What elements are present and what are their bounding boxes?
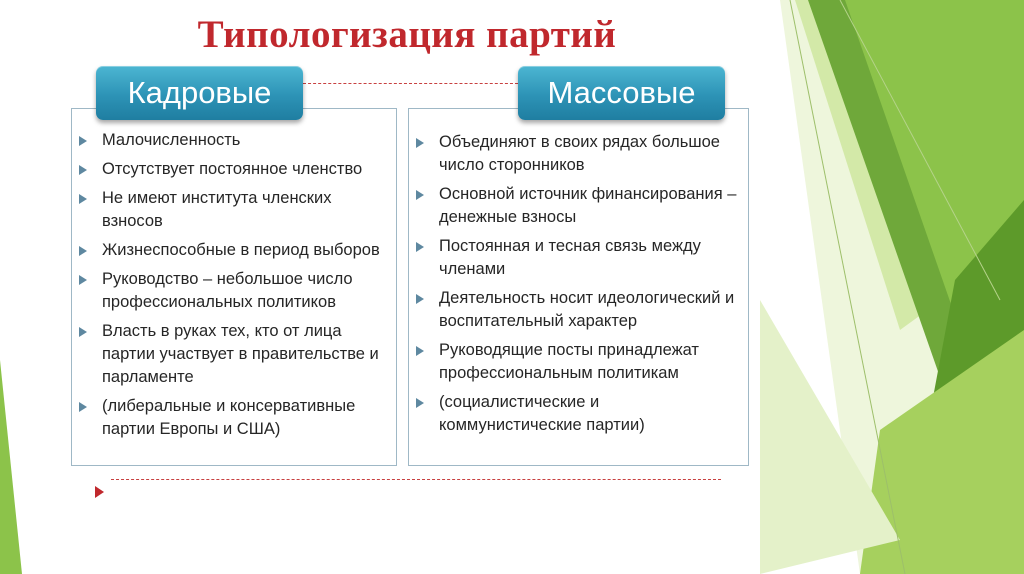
header-cadre: Кадровые bbox=[96, 66, 303, 120]
header-connector-line bbox=[303, 83, 518, 84]
list-item: Деятельность носит идеологический и воспитательный характер bbox=[410, 287, 744, 333]
list-cadre bbox=[73, 129, 391, 447]
triangle-bullet-icon bbox=[416, 346, 424, 356]
triangle-bullet-icon bbox=[416, 190, 424, 200]
triangle-bullet-icon bbox=[79, 275, 87, 285]
bottom-divider-line bbox=[111, 479, 721, 480]
header-mass: Массовые bbox=[518, 66, 725, 120]
triangle-bullet-icon bbox=[416, 138, 424, 148]
triangle-bullet-icon bbox=[416, 242, 424, 252]
triangle-bullet-icon bbox=[79, 327, 87, 337]
triangle-bullet-icon bbox=[79, 165, 87, 175]
triangle-bullet-icon bbox=[416, 294, 424, 304]
triangle-bullet-icon bbox=[79, 136, 87, 146]
list-item: Руководство – небольшое число профессиональных политиков bbox=[73, 268, 391, 314]
list-item: Не имеют института членских взносов bbox=[73, 187, 391, 233]
triangle-bullet-icon bbox=[79, 246, 87, 256]
list-item: (либеральные и консервативные партии Европы и США) bbox=[73, 395, 391, 441]
list-item: Основной источник финансирования – денежные взносы bbox=[410, 183, 744, 229]
content-panel bbox=[63, 0, 751, 512]
next-arrow-icon bbox=[95, 486, 104, 498]
triangle-bullet-icon bbox=[79, 194, 87, 204]
list-item: Руководящие посты принадлежат профессиональным политикам bbox=[410, 339, 744, 385]
column-box-cadre bbox=[71, 108, 397, 466]
list-item: Объединяют в своих рядах большое число сторонников bbox=[410, 131, 744, 177]
column-box-mass bbox=[408, 108, 749, 466]
list-item: Жизнеспособные в период выборов bbox=[73, 239, 391, 262]
list-item: Постоянная и тесная связь между членами bbox=[410, 235, 744, 281]
list-item: Власть в руках тех, кто от лица партии участвует в правительстве и парламенте bbox=[73, 320, 391, 389]
list-mass bbox=[410, 131, 744, 443]
triangle-bullet-icon bbox=[79, 402, 87, 412]
page-title: Типологизация партий bbox=[197, 13, 617, 56]
list-item: (социалистические и коммунистические партии) bbox=[410, 391, 744, 437]
list-item: Отсутствует постоянное членство bbox=[73, 158, 391, 181]
triangle-bullet-icon bbox=[416, 398, 424, 408]
list-item: Малочисленность bbox=[73, 129, 391, 152]
